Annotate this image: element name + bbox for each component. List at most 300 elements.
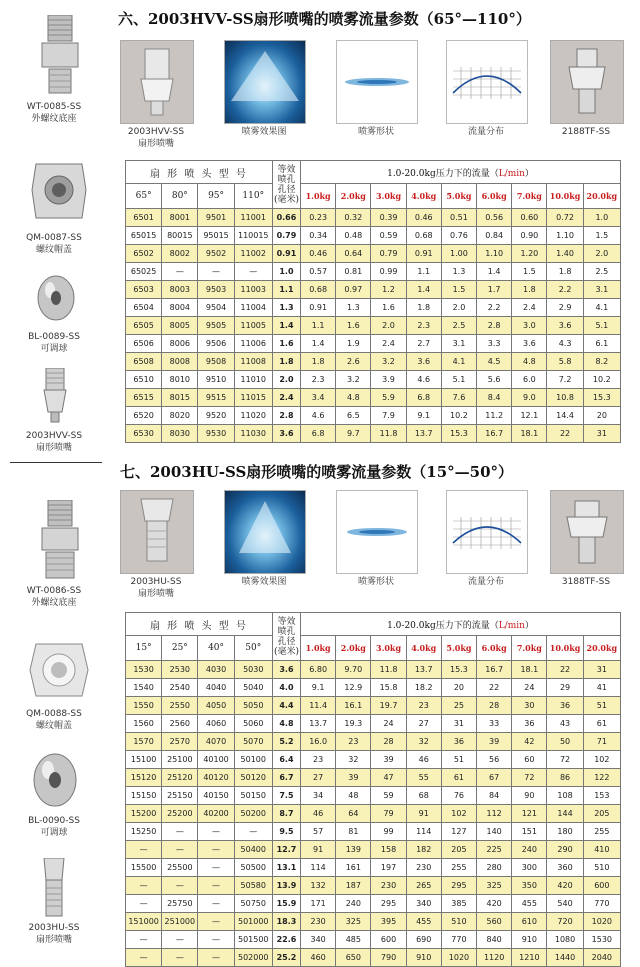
model-cell: — — [198, 841, 234, 859]
side-part-code: 2003HVV-SS — [25, 431, 83, 441]
pressure-header: 20.0kg — [583, 184, 620, 209]
pressure-header: 10.0kg — [547, 184, 583, 209]
model-cell: — — [198, 913, 234, 931]
flow-cell: 2.4 — [371, 335, 406, 353]
flow-cell: 0.81 — [336, 263, 371, 281]
model-cell: 151000 — [126, 913, 162, 931]
spray-angle-header: 15° — [126, 636, 162, 661]
pressure-header: 5.0kg — [441, 636, 476, 661]
flow-cell: 0.48 — [336, 227, 371, 245]
model-cell: 502000 — [234, 949, 272, 967]
flow-cell: 76 — [441, 787, 476, 805]
pressure-header: 2.0kg — [336, 636, 371, 661]
model-cell: — — [198, 263, 234, 281]
orifice-cell: 18.3 — [272, 913, 300, 931]
table-row — [126, 389, 621, 407]
flow-cell: 1120 — [477, 949, 512, 967]
flow-cell: 1.4 — [301, 335, 336, 353]
section1-title: 六、2003HVV-SS扇形喷嘴的喷雾流量参数（65°—110°） — [118, 10, 531, 28]
table-row — [126, 335, 621, 353]
flow-cell: 102 — [441, 805, 476, 823]
flow-cell: 0.59 — [371, 227, 406, 245]
flow-table-hu — [125, 612, 621, 967]
flow-cell: 46 — [301, 805, 336, 823]
flow-cell: 39 — [336, 769, 371, 787]
flow-cell: 24 — [371, 715, 406, 733]
flow-cell: 50 — [547, 733, 583, 751]
flow-cell: 0.46 — [406, 209, 441, 227]
flow-cell: 23 — [336, 733, 371, 751]
flow-cell: 1.8 — [512, 281, 547, 299]
side-part-code: BL-0089-SS — [28, 332, 80, 342]
flow-cell: 295 — [441, 877, 476, 895]
flow-cell: 790 — [371, 949, 406, 967]
model-cell: 8004 — [162, 299, 198, 317]
model-cell: 8003 — [162, 281, 198, 299]
flow-cell: 91 — [406, 805, 441, 823]
flow-cell: 2.5 — [441, 317, 476, 335]
orifice-cell: 22.6 — [272, 931, 300, 949]
flow-cell: 56 — [477, 751, 512, 769]
table-row — [126, 245, 621, 263]
side-part-code: QM-0087-SS — [26, 233, 82, 243]
flow-cell: 13.7 — [406, 425, 441, 443]
flow-cell: 24 — [512, 679, 547, 697]
model-cell: 4050 — [198, 697, 234, 715]
flow-cell: 42 — [512, 733, 547, 751]
model-cell: 9502 — [198, 245, 234, 263]
model-cell: 11008 — [234, 353, 272, 371]
model-cell: 251000 — [162, 913, 198, 931]
model-cell: 2560 — [162, 715, 198, 733]
flow-cell: 420 — [547, 877, 583, 895]
table-row — [126, 425, 621, 443]
flow-cell: 280 — [477, 859, 512, 877]
flow-cell: 132 — [301, 877, 336, 895]
table-row — [126, 823, 621, 841]
nozzle-photo — [120, 490, 194, 574]
orifice-cell: 4.0 — [272, 679, 300, 697]
flow-cell: 2.2 — [547, 281, 583, 299]
flow-cell: 61 — [583, 715, 620, 733]
flow-cell: 11.2 — [477, 407, 512, 425]
orifice-cell: 4.4 — [272, 697, 300, 715]
model-cell: 8020 — [162, 407, 198, 425]
table-row — [126, 895, 621, 913]
flow-cell: 230 — [406, 859, 441, 877]
flow-cell: 180 — [547, 823, 583, 841]
pressure-header: 4.0kg — [406, 636, 441, 661]
side-part-code: BL-0090-SS — [28, 816, 80, 826]
model-cell: 6508 — [126, 353, 162, 371]
flow-cell: 350 — [512, 877, 547, 895]
model-cell: 8002 — [162, 245, 198, 263]
flow-cell: 0.79 — [371, 245, 406, 263]
flow-cell: 610 — [512, 913, 547, 931]
model-cell: — — [126, 877, 162, 895]
model-cell: 5070 — [234, 733, 272, 751]
model-cell: 5030 — [234, 661, 272, 679]
flow-cell: 4.6 — [406, 371, 441, 389]
flow-cell: 79 — [371, 805, 406, 823]
flow-cell: 1.6 — [371, 299, 406, 317]
adjustable-ball-image — [36, 274, 76, 326]
flow-cell: 12.9 — [336, 679, 371, 697]
flow-cell: 27 — [301, 769, 336, 787]
flow-cell: 4.5 — [477, 353, 512, 371]
model-cell: — — [198, 823, 234, 841]
pressure-header: 20.0kg — [583, 636, 620, 661]
table-row — [126, 679, 621, 697]
flow-cell: 28 — [477, 697, 512, 715]
model-cell: 50500 — [234, 859, 272, 877]
table-row — [126, 281, 621, 299]
model-cell: — — [162, 949, 198, 967]
flow-cell: 9.1 — [301, 679, 336, 697]
flow-cell: 8.2 — [583, 353, 620, 371]
flow-cell: 72 — [547, 751, 583, 769]
photo-caption: 2188TF-SS — [561, 127, 611, 137]
flow-cell: 0.76 — [441, 227, 476, 245]
flow-cell: 16.7 — [477, 425, 512, 443]
flow-cell: 0.68 — [301, 281, 336, 299]
table-row — [126, 209, 621, 227]
flow-cell: 0.60 — [512, 209, 547, 227]
flow-header: 1.0-20.0kg压力下的流量（L/min） — [301, 161, 621, 184]
spray-effect-photo — [224, 490, 306, 574]
thread-cap-image — [30, 160, 88, 226]
model-cell: 6506 — [126, 335, 162, 353]
model-cell: 50400 — [234, 841, 272, 859]
flow-cell: 5.1 — [441, 371, 476, 389]
side-part-code: 2003HU-SS — [28, 923, 80, 933]
flow-cell: 395 — [371, 913, 406, 931]
side-part-name: 扇形喷嘴 — [35, 935, 72, 945]
model-cell: 15100 — [126, 751, 162, 769]
flow-cell: 1.6 — [336, 317, 371, 335]
side-part-name: 扇形喷嘴 — [35, 443, 72, 453]
model-cell: — — [198, 877, 234, 895]
flow-cell: 7.2 — [547, 371, 583, 389]
flow-cell: 230 — [371, 877, 406, 895]
model-cell: 9510 — [198, 371, 234, 389]
flow-cell: 0.64 — [336, 245, 371, 263]
photo-caption: 喷雾形状 — [357, 127, 394, 137]
model-cell: 1570 — [126, 733, 162, 751]
flow-cell: 20 — [583, 407, 620, 425]
accessory-photo — [550, 40, 624, 124]
flow-cell: 59 — [371, 787, 406, 805]
flow-cell: 171 — [301, 895, 336, 913]
model-cell: 25200 — [162, 805, 198, 823]
flow-cell: 1.9 — [336, 335, 371, 353]
model-cell: — — [198, 931, 234, 949]
flow-cell: 1.3 — [336, 299, 371, 317]
flow-cell: 3.3 — [477, 335, 512, 353]
table-row — [126, 787, 621, 805]
flow-cell: 11.8 — [371, 661, 406, 679]
flow-cell: 360 — [547, 859, 583, 877]
table-row — [126, 661, 621, 679]
flow-cell: 114 — [406, 823, 441, 841]
spray-angle-header: 40° — [198, 636, 234, 661]
flow-cell: 2.3 — [301, 371, 336, 389]
flow-cell: 1.5 — [512, 263, 547, 281]
flow-cell: 4.8 — [336, 389, 371, 407]
flow-cell: 6.8 — [406, 389, 441, 407]
table-row — [126, 931, 621, 949]
flow-cell: 16.0 — [301, 733, 336, 751]
flow-cell: 0.91 — [301, 299, 336, 317]
model-cell: 6510 — [126, 371, 162, 389]
flow-cell: 81 — [336, 823, 371, 841]
flow-cell: 197 — [371, 859, 406, 877]
flow-cell: 64 — [336, 805, 371, 823]
flow-cell: 39 — [371, 751, 406, 769]
flow-cell: 6.5 — [336, 407, 371, 425]
flow-cell: 30 — [512, 697, 547, 715]
model-cell: 65015 — [126, 227, 162, 245]
flow-cell: 385 — [441, 895, 476, 913]
flow-cell: 28 — [371, 733, 406, 751]
flow-cell: 1.8 — [301, 353, 336, 371]
flow-cell: 182 — [406, 841, 441, 859]
flow-cell: 3.6 — [406, 353, 441, 371]
orifice-cell: 0.66 — [272, 209, 300, 227]
orifice-cell: 8.7 — [272, 805, 300, 823]
model-cell: 6504 — [126, 299, 162, 317]
orifice-cell: 13.1 — [272, 859, 300, 877]
flow-cell: 560 — [477, 913, 512, 931]
table-row — [126, 841, 621, 859]
model-cell: 40120 — [198, 769, 234, 787]
pressure-header: 1.0kg — [301, 636, 336, 661]
photo-caption: 喷雾效果图 — [241, 127, 287, 137]
flow-cell: 57 — [301, 823, 336, 841]
flow-cell: 1.40 — [547, 245, 583, 263]
flow-cell: 32 — [406, 733, 441, 751]
model-cell: 8010 — [162, 371, 198, 389]
flow-cell: 31 — [583, 425, 620, 443]
model-cell: — — [162, 263, 198, 281]
model-cell: 5050 — [234, 697, 272, 715]
model-cell: 11020 — [234, 407, 272, 425]
table-row — [126, 263, 621, 281]
spray-angle-header: 110° — [234, 184, 272, 209]
flow-cell: 10.2 — [583, 371, 620, 389]
table-row — [126, 317, 621, 335]
model-cell: 11003 — [234, 281, 272, 299]
flow-cell: 6.8 — [301, 425, 336, 443]
model-cell: — — [162, 823, 198, 841]
flow-cell: 1.00 — [441, 245, 476, 263]
side-part-code: WT-0085-SS — [26, 102, 82, 112]
flow-cell: 2.4 — [512, 299, 547, 317]
flow-cell: 410 — [583, 841, 620, 859]
pressure-header: 6.0kg — [477, 636, 512, 661]
flow-cell: 455 — [512, 895, 547, 913]
flow-cell: 16.7 — [477, 661, 512, 679]
flow-cell: 1.4 — [406, 281, 441, 299]
model-cell: 5060 — [234, 715, 272, 733]
flow-cell: 15.3 — [441, 661, 476, 679]
photo-caption: 3188TF-SS — [561, 577, 611, 587]
flow-cell: 1.4 — [477, 263, 512, 281]
flow-cell: 23 — [406, 697, 441, 715]
model-cell: 11015 — [234, 389, 272, 407]
flow-cell: 51 — [583, 697, 620, 715]
model-cell: 80015 — [162, 227, 198, 245]
flow-cell: 840 — [477, 931, 512, 949]
spray-angle-header: 80° — [162, 184, 198, 209]
spray-shape-figure — [336, 40, 418, 124]
model-cell: 11005 — [234, 317, 272, 335]
thread-base-image — [40, 15, 80, 99]
flow-cell: 9.7 — [336, 425, 371, 443]
flow-cell: 0.90 — [512, 227, 547, 245]
flow-cell: 19.3 — [336, 715, 371, 733]
flow-cell: 3.2 — [371, 353, 406, 371]
flow-cell: 255 — [583, 823, 620, 841]
orifice-cell: 1.4 — [272, 317, 300, 335]
table-row — [126, 859, 621, 877]
side-part-name: 外螺纹底座 — [31, 598, 77, 608]
model-cell: 9515 — [198, 389, 234, 407]
flow-cell: 3.1 — [583, 281, 620, 299]
flow-cell: 14.4 — [547, 407, 583, 425]
spray-angle-header: 95° — [198, 184, 234, 209]
flow-cell: 2.9 — [547, 299, 583, 317]
flow-cell: 19.7 — [371, 697, 406, 715]
flow-cell: 18.1 — [512, 661, 547, 679]
model-cell: 6515 — [126, 389, 162, 407]
model-cell: 9508 — [198, 353, 234, 371]
model-cell: 15250 — [126, 823, 162, 841]
model-cell: 11006 — [234, 335, 272, 353]
flow-cell: 1.20 — [512, 245, 547, 263]
section-divider — [10, 462, 102, 463]
table-row — [126, 353, 621, 371]
model-cell: 9506 — [198, 335, 234, 353]
orifice-cell: 13.9 — [272, 877, 300, 895]
flow-cell: 2.5 — [583, 263, 620, 281]
flow-cell: 68 — [406, 787, 441, 805]
spray-angle-header: 65° — [126, 184, 162, 209]
model-cell: 5040 — [234, 679, 272, 697]
flow-cell: 295 — [371, 895, 406, 913]
orifice-cell: 5.2 — [272, 733, 300, 751]
flow-cell: 910 — [512, 931, 547, 949]
table-row — [126, 371, 621, 389]
flow-cell: 36 — [441, 733, 476, 751]
flow-cell: 455 — [406, 913, 441, 931]
photo-caption: 喷雾效果图 — [241, 577, 287, 587]
flow-cell: 0.68 — [406, 227, 441, 245]
flow-cell: 23 — [301, 751, 336, 769]
thread-cap-image — [28, 640, 90, 704]
orifice-cell: 1.8 — [272, 353, 300, 371]
model-cell: 9520 — [198, 407, 234, 425]
model-cell: 8015 — [162, 389, 198, 407]
flow-cell: 1.5 — [583, 227, 620, 245]
table-row — [126, 769, 621, 787]
flow-cell: 31 — [583, 661, 620, 679]
model-cell: 6503 — [126, 281, 162, 299]
orifice-cell: 3.6 — [272, 425, 300, 443]
flow-cell: 690 — [406, 931, 441, 949]
flow-cell: 4.8 — [512, 353, 547, 371]
flow-cell: 2.7 — [406, 335, 441, 353]
flow-cell: 770 — [441, 931, 476, 949]
model-cell: 40100 — [198, 751, 234, 769]
flow-cell: 18.1 — [512, 425, 547, 443]
model-cell: 4060 — [198, 715, 234, 733]
flow-cell: 139 — [336, 841, 371, 859]
orifice-cell: 2.0 — [272, 371, 300, 389]
table-row — [126, 227, 621, 245]
flow-cell: 39 — [477, 733, 512, 751]
photo-caption: 喷雾形状 — [357, 577, 394, 587]
model-cell: 50750 — [234, 895, 272, 913]
flow-cell: 161 — [336, 859, 371, 877]
flow-cell: 240 — [336, 895, 371, 913]
flow-cell: 1020 — [441, 949, 476, 967]
fan-nozzle-image — [40, 858, 68, 922]
spray-shape-figure — [336, 490, 418, 574]
flow-cell: 2040 — [583, 949, 620, 967]
model-cell: 9530 — [198, 425, 234, 443]
model-cell: — — [162, 877, 198, 895]
flow-cell: 3.6 — [547, 317, 583, 335]
flow-cell: 770 — [583, 895, 620, 913]
model-cell: 2540 — [162, 679, 198, 697]
flow-cell: 0.91 — [406, 245, 441, 263]
pressure-header: 3.0kg — [371, 184, 406, 209]
flow-cell: 48 — [336, 787, 371, 805]
flow-cell: 46 — [406, 751, 441, 769]
model-cell: 15120 — [126, 769, 162, 787]
fan-nozzle-image — [42, 368, 68, 428]
flow-cell: 71 — [583, 733, 620, 751]
flow-cell: 2.0 — [583, 245, 620, 263]
side-part-name: 螺纹帽盖 — [35, 245, 72, 255]
pressure-header: 7.0kg — [512, 184, 547, 209]
flow-cell: 650 — [336, 949, 371, 967]
flow-cell: 460 — [301, 949, 336, 967]
model-cell: 50100 — [234, 751, 272, 769]
flow-cell: 720 — [547, 913, 583, 931]
flow-cell: 4.6 — [301, 407, 336, 425]
flow-cell: 90 — [512, 787, 547, 805]
flow-cell: 290 — [547, 841, 583, 859]
flow-cell: 1440 — [547, 949, 583, 967]
flow-cell: 31 — [441, 715, 476, 733]
flow-cell: 4.3 — [547, 335, 583, 353]
model-cell: 2570 — [162, 733, 198, 751]
flow-cell: 84 — [477, 787, 512, 805]
flow-cell: 205 — [441, 841, 476, 859]
flow-cell: 485 — [336, 931, 371, 949]
flow-cell: 2.8 — [477, 317, 512, 335]
orifice-cell: 6.4 — [272, 751, 300, 769]
flow-cell: 5.1 — [583, 317, 620, 335]
flow-cell: 10.8 — [547, 389, 583, 407]
flow-cell: 10.2 — [441, 407, 476, 425]
table-row — [126, 715, 621, 733]
model-cell: — — [126, 895, 162, 913]
model-cell: 65025 — [126, 263, 162, 281]
model-cell: 9505 — [198, 317, 234, 335]
